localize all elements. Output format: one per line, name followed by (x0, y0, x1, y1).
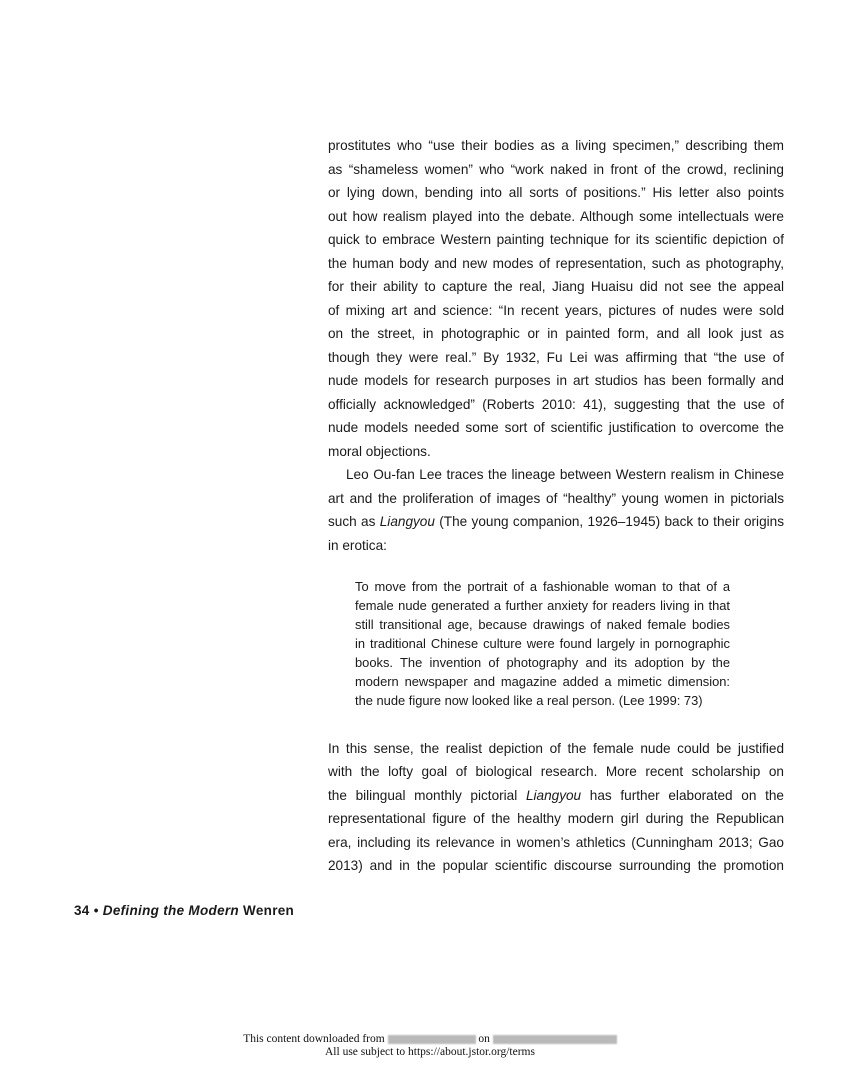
text-segment: in erotica: (328, 537, 387, 553)
redacted-ip (388, 1035, 476, 1044)
text-segment: art and the proliferation of images of “healthy” young women in pictorials (328, 490, 784, 506)
text-line (328, 739, 784, 759)
quote-line (355, 653, 730, 673)
text-line (328, 536, 784, 556)
text-segment: or lying down, bending into all sorts of positions.” His letter also points (328, 185, 784, 200)
text-segment: nude models for research purposes in art studios has been formally and (328, 373, 784, 388)
text-segment: as “shameless women” who “work naked in front of the crowd, reclining (328, 161, 784, 177)
text-line (328, 136, 784, 156)
text-segment: era, including its relevance in women’s athletics (Cunningham 2013; Gao (328, 834, 784, 850)
italic-title: Liangyou (379, 514, 435, 529)
text-segment: (The young companion, 1926–1945) back to their origins (434, 514, 784, 529)
text-segment: for their ability to capture the real, Jiang Huaisu did not see the appeal (328, 279, 784, 294)
text-segment: out how realism played into the debate. Although some intellectuals were (328, 208, 784, 224)
text-line (328, 512, 784, 532)
text-segment: To move from the portrait of a fashionable woman to that of a (355, 579, 730, 594)
text-line (328, 254, 784, 274)
text-segment: modern newspaper and magazine added a mimetic dimension: (355, 674, 730, 689)
text-segment: quick to embrace Western painting technique for its scientific depiction of (328, 232, 784, 247)
text-segment: on the street, in photographic or in painted form, and all look just as (328, 326, 784, 341)
text-line (328, 465, 784, 485)
text-line (328, 809, 784, 829)
text-line (328, 442, 784, 462)
download-on: on (478, 1033, 490, 1045)
text-line (328, 856, 784, 876)
text-line (328, 183, 784, 203)
redacted-date (493, 1035, 617, 1044)
terms-notice: All use subject to https://about.jstor.org/terms (325, 1046, 535, 1058)
text-line (328, 348, 784, 368)
text-line (328, 160, 784, 180)
text-line (328, 762, 784, 782)
text-segment: though they were real.” By 1932, Fu Lei was affirming that “the use of (328, 349, 784, 365)
book-title-roman: Wenren (243, 903, 295, 918)
text-segment: the human body and new modes of representation, such as photography, (328, 255, 784, 271)
text-segment: has further elaborated on the (581, 787, 784, 803)
text-segment: In this sense, the realist depiction of the female nude could be justified (328, 741, 784, 756)
running-footer (74, 903, 294, 918)
text-line (328, 277, 784, 297)
book-title-italic: Defining the Modern (102, 903, 239, 918)
text-segment: books. The invention of photography and its adoption by the (355, 655, 730, 670)
text-line (328, 395, 784, 415)
text-segment: Leo Ou-fan Lee traces the lineage between Western realism in Chinese (346, 467, 784, 482)
text-segment: with the lofty goal of biological research. More recent scholarship on (328, 764, 784, 780)
bullet: • (93, 903, 99, 918)
text-segment: officially acknowledged” (Roberts 2010: 41), suggesting that the use of (328, 396, 784, 412)
quote-line (355, 577, 730, 597)
text-line (328, 324, 784, 344)
text-segment: the bilingual monthly pictorial (328, 787, 526, 803)
text-line (328, 371, 784, 391)
download-notice (0, 1033, 860, 1045)
text-line (328, 786, 784, 806)
text-line (328, 489, 784, 509)
text-line (328, 833, 784, 853)
text-segment: female nude generated a further anxiety for readers living in that (355, 598, 730, 613)
text-segment: moral objections. (328, 443, 431, 459)
quote-line (355, 672, 730, 692)
text-line (328, 418, 784, 438)
text-segment: the nude figure now looked like a real person. (Lee 1999: 73) (355, 693, 703, 708)
quote-line (355, 596, 730, 616)
text-segment: prostitutes who “use their bodies as a living specimen,” describing them (328, 138, 784, 153)
quote-line (355, 634, 730, 654)
text-segment: in traditional Chinese culture were found largely in pornographic (355, 636, 730, 651)
quote-line (355, 691, 730, 711)
text-line (328, 230, 784, 250)
text-line (328, 207, 784, 227)
quote-line (355, 615, 730, 635)
text-segment: 2013) and in the popular scientific discourse surrounding the promotion (328, 858, 784, 873)
text-segment: such as (328, 514, 380, 529)
text-segment: of mixing art and science: “In recent years, pictures of nudes were sold (328, 302, 784, 318)
italic-title: Liangyou (525, 787, 582, 803)
download-text: This content downloaded from (243, 1033, 385, 1045)
page-number: 34 (74, 903, 90, 918)
text-segment: nude models needed some sort of scientific justification to overcome the (328, 420, 784, 435)
text-line (328, 301, 784, 321)
text-segment: still transitional age, because drawings of naked female bodies (355, 617, 730, 632)
text-segment: representational figure of the healthy modern girl during the Republican (328, 811, 784, 827)
